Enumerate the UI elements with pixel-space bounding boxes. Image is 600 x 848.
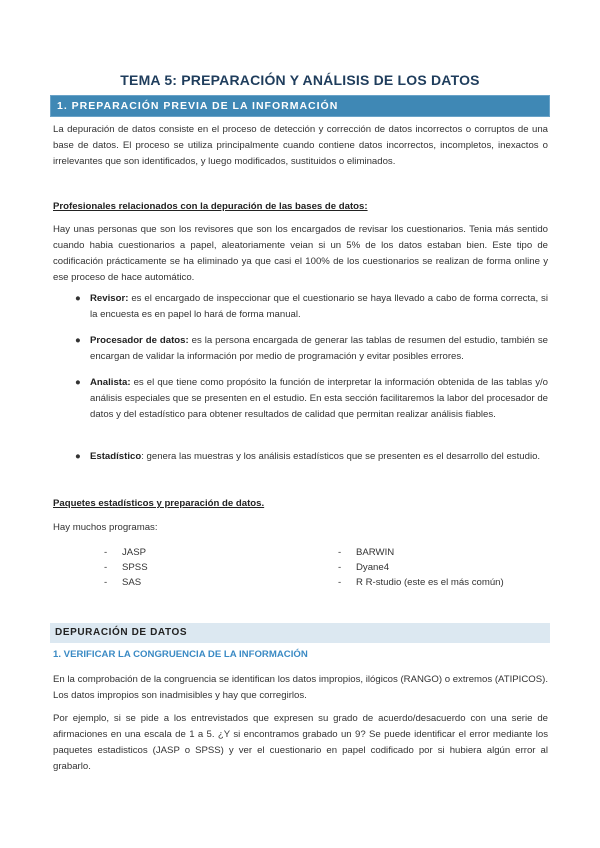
professionals-paragraph: Hay unas personas que son los revisores que son los encargados de revisar los cuestionarios. Tenia más sentido cuando habia cuestionarios a papel, aleatoriamente veian si un 5% de los datos estaban bien. Este tipo de codificación prácticamente se ha eliminado ya que casi el 100% de los cuestionarios se realizan de forma online y ese proceso de hace automático. [53, 224, 548, 283]
text: es el que tiene como propósito la función de interpretar la información obtenida de las tablas y/o análisis especiales que se presenten en el estudio. En esta sección facilitaremos la labor del procesador de datos y del estadístico para obtener resultados de calidad que permitan realizar análisis fiables. [90, 377, 548, 420]
bullet-procesador [75, 333, 548, 365]
text: SPSS [122, 562, 148, 573]
text: - [104, 577, 108, 588]
bullet-icon: ● [75, 293, 81, 304]
subsection-heading: 1. VERIFICAR LA CONGRUENCIA DE LA INFORMACIÓN [53, 649, 308, 660]
list-item [338, 545, 394, 560]
bullet-estadistico [75, 449, 548, 465]
section-heading: DEPURACIÓN DE DATOS [55, 627, 188, 638]
text: Analista: [90, 377, 131, 388]
list-item [338, 560, 389, 575]
list-item [104, 575, 141, 590]
text: Dyane4 [356, 562, 390, 573]
text: : genera las muestras y los análisis estadísticos que se presenten es el desarrollo del estudio. [141, 451, 541, 462]
bullet-analista [75, 375, 548, 423]
text: Procesador de datos: [90, 335, 189, 346]
text: es la persona encargada de generar las tablas de resumen del estudio, también se encargan de validar la información por medio de programación y evitar posibles errores. [90, 335, 548, 362]
section-heading-bar [50, 623, 550, 643]
text: - [338, 577, 342, 588]
text: R R-studio (este es el más común) [356, 577, 504, 588]
professionals-heading: Profesionales relacionados con la depuración de las bases de datos: [53, 201, 368, 212]
congruence-paragraph: En la comprobación de la congruencia se identifican los datos impropios, ilógicos (RANGO) o extremos (ATIPICOS). Los datos impropios son inadmisibles y hay que corregirlos. [53, 674, 548, 701]
text: - [338, 562, 342, 573]
section-heading-bar [50, 95, 550, 117]
page-title: TEMA 5: PREPARACIÓN Y ANÁLISIS DE LOS DATOS [120, 72, 480, 88]
text: Revisor: [90, 293, 129, 304]
list-item [338, 575, 504, 590]
text: - [104, 562, 108, 573]
bullet-icon: ● [75, 377, 81, 388]
list-item [104, 545, 146, 560]
text: BARWIN [356, 547, 395, 558]
packages-intro: Hay muchos programas: [53, 522, 158, 533]
text: - [338, 547, 342, 558]
bullet-icon: ● [75, 335, 81, 346]
example-paragraph: Por ejemplo, si se pide a los entrevistados que expresen su grado de acuerdo/desacuerdo con una serie de afirmaciones en una escala de 1 a 5. ¿Y si encontramos grabado un 9? Se puede identificar el error mediante los paquetes estadisticos (JASP o SPSS) y ver el cuestionario en papel codificado por si hubiera algún error al grabarlo. [53, 713, 548, 772]
bullet-revisor [75, 291, 548, 323]
text: Estadístico [90, 451, 142, 462]
list-item [104, 560, 148, 575]
text: JASP [122, 547, 146, 558]
text: - [104, 547, 108, 558]
text: SAS [122, 577, 142, 588]
section-heading: 1. PREPARACIÓN PREVIA DE LA INFORMACIÓN [57, 100, 339, 112]
text: es el encargado de inspeccionar que el cuestionario se haya llevado a cabo de forma correcta, si la encuesta es en papel lo hará de forma manual. [90, 293, 548, 320]
intro-paragraph: La depuración de datos consiste en el proceso de detección y corrección de datos incorrectos o corruptos de una base de datos. El proceso se utiliza principalmente cuando contiene datos incorrectos, incompletos, inexactos o irrelevantes que son identificados, y luego modificados, sustituidos o eliminados. [53, 124, 548, 167]
bullet-icon: ● [75, 451, 81, 462]
packages-heading: Paquetes estadísticos y preparación de datos. [53, 498, 265, 509]
